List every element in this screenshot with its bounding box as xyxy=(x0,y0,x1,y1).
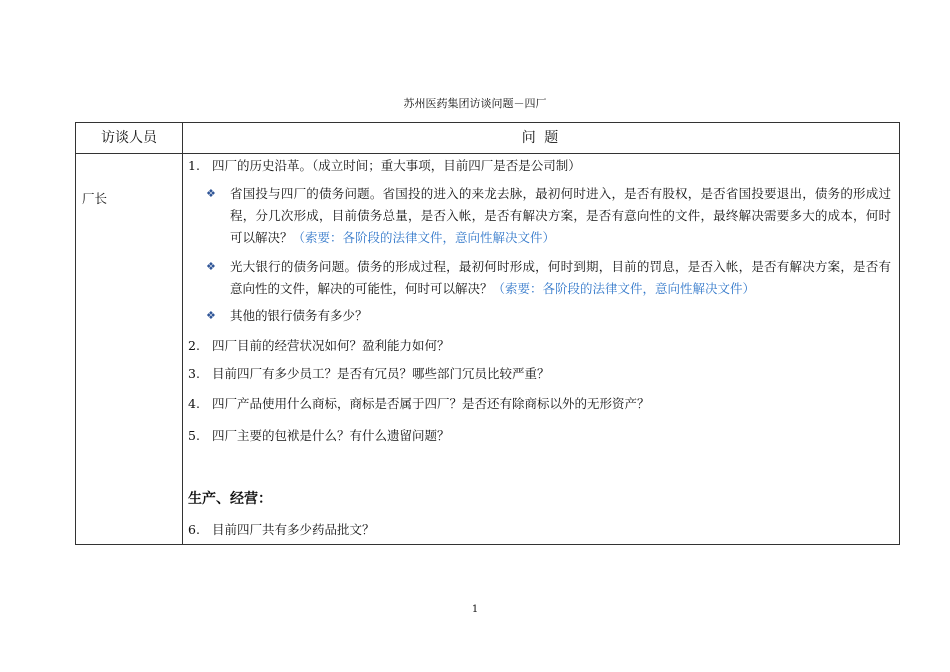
request-note: （索要：各阶段的法律文件，意向性解决文件） xyxy=(492,281,756,296)
header-questions: 问 题 xyxy=(521,130,561,146)
diamond-bullet-icon: ❖ xyxy=(206,260,216,273)
question-number: 3. xyxy=(188,366,200,381)
sub-question-2 xyxy=(206,256,891,300)
page-number: 1 xyxy=(471,604,479,615)
table-header-row xyxy=(76,123,899,154)
question-3 xyxy=(188,365,891,383)
question-text: 四厂产品使用什么商标，商标是否属于四厂？是否还有除商标以外的无形资产？ xyxy=(212,396,650,411)
sub-question-3 xyxy=(206,305,891,327)
sub-question-text: 光大银行的债务问题。债务的形成过程，最初何时形成，何时到期，目前的罚息，是否入帐，是否有解决方案，是否有意向性的文件，解决的可能性，何时可以解决？ xyxy=(230,259,891,296)
question-2 xyxy=(188,337,891,355)
question-number: 4. xyxy=(188,396,200,411)
question-number: 5. xyxy=(188,428,200,443)
request-note: （索要：各阶段的法律文件，意向性解决文件） xyxy=(292,230,556,245)
section-title: 生产、经营： xyxy=(188,491,272,507)
question-1 xyxy=(188,157,891,175)
diamond-bullet-icon: ❖ xyxy=(206,309,216,322)
question-text: 四厂的历史沿革。（成立时间；重大事项，目前四厂是否是公司制） xyxy=(212,158,581,173)
header-interviewee: 访谈人员 xyxy=(101,130,157,146)
questions-cell xyxy=(188,153,891,544)
question-text: 目前四厂共有多少药品批文？ xyxy=(212,522,375,537)
question-5 xyxy=(188,427,891,445)
sub-question-1 xyxy=(206,183,891,249)
interview-table xyxy=(75,122,900,545)
question-number: 1. xyxy=(188,158,200,173)
question-text: 四厂目前的经营状况如何？盈利能力如何？ xyxy=(212,338,450,353)
document-title: 苏州医药集团访谈问题－四厂 xyxy=(403,97,547,110)
question-6 xyxy=(188,521,891,539)
sub-question-text: 省国投与四厂的债务问题。省国投的进入的来龙去脉，最初何时进入，是否有股权，是否省国投要退出，债务的形成过程，分几次形成，目前债务总量，是否入帐，是否有解决方案，是否有意向性的文件，最终解决需要多大的成本，何时可以解决？ xyxy=(230,186,891,245)
question-number: 2. xyxy=(188,338,200,353)
role-cell: 厂长 xyxy=(82,191,108,206)
question-number: 6. xyxy=(188,522,200,537)
sub-question-text: 其他的银行债务有多少？ xyxy=(230,308,368,323)
diamond-bullet-icon: ❖ xyxy=(206,187,216,200)
column-divider xyxy=(182,123,183,544)
question-text: 目前四厂有多少员工？是否有冗员？哪些部门冗员比较严重？ xyxy=(212,366,550,381)
question-4 xyxy=(188,395,891,413)
question-text: 四厂主要的包袱是什么？有什么遗留问题？ xyxy=(212,428,450,443)
